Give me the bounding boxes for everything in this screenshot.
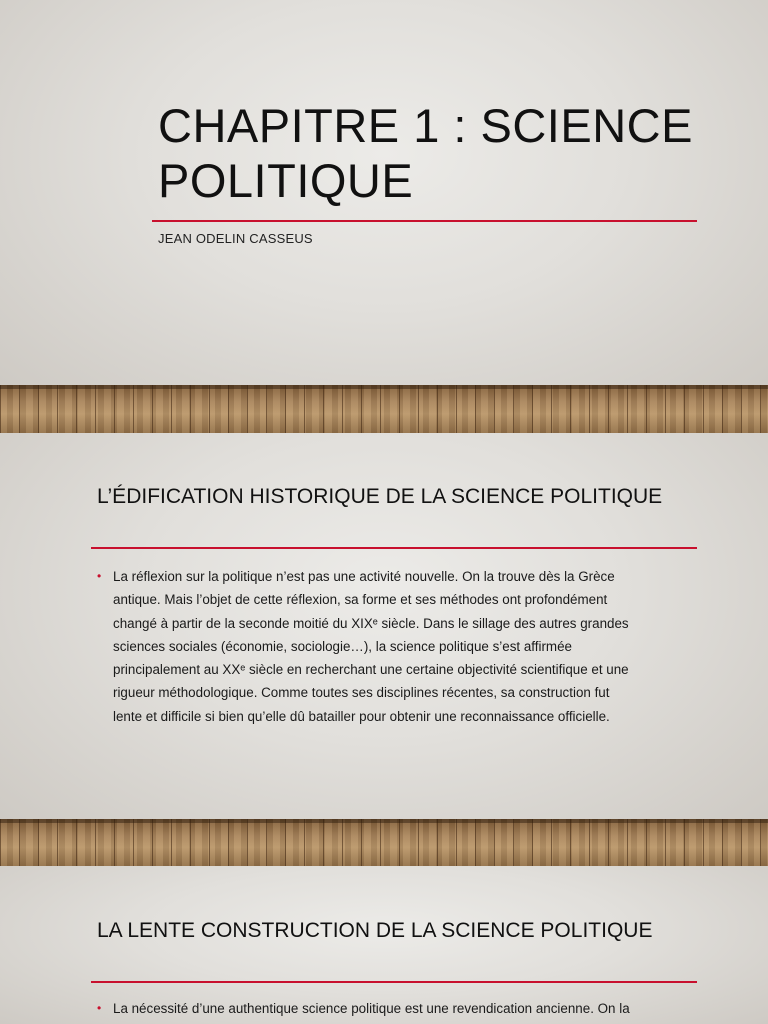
slide-subtitle: JEAN ODELIN CASSEUS <box>158 231 313 246</box>
title-slide <box>0 0 768 385</box>
slide-title <box>158 98 693 208</box>
bullet-line: principalement au XXᵉ siècle en recherchant une certaine objectivité scientifique et une <box>113 662 629 678</box>
bullet-line: sciences sociales (économie, sociologie…), la science politique s’est affirmée <box>113 638 572 654</box>
bullet-list <box>97 997 707 1020</box>
bullet-line: antique. Mais l’objet de cette réflexion, sa forme et ses méthodes ont profondément <box>113 592 608 608</box>
heading-divider <box>91 981 697 983</box>
slide-heading: L’ÉDIFICATION HISTORIQUE DE LA SCIENCE POLITIQUE <box>97 485 663 508</box>
bullet-item <box>97 997 707 1020</box>
wood-floor-divider <box>0 819 768 866</box>
content-slide <box>0 866 768 1024</box>
bullet-item <box>97 565 687 728</box>
bullet-line: rigueur méthodologique. Comme toutes ses disciplines récentes, sa construction fut <box>113 685 610 701</box>
title-divider <box>152 220 697 222</box>
bullet-list <box>97 565 687 728</box>
title-line: POLITIQUE <box>158 154 414 207</box>
heading-divider <box>91 547 697 549</box>
bullet-dot-icon: • <box>97 569 102 583</box>
slide-heading: LA LENTE CONSTRUCTION DE LA SCIENCE POLITIQUE <box>97 919 653 942</box>
bullet-line: La réflexion sur la politique n’est pas une activité nouvelle. On la trouve dès la Grèce <box>113 569 615 584</box>
bullet-dot-icon: • <box>97 1001 102 1015</box>
bullet-line: lente et difficile si bien qu’elle dû batailler pour obtenir une reconnaissance officielle. <box>113 708 610 724</box>
content-slide <box>0 433 768 819</box>
bullet-line: La nécessité d’une authentique science politique est une revendication ancienne. On la <box>113 1001 630 1016</box>
wood-floor-divider <box>0 385 768 433</box>
title-line: CHAPITRE 1 : SCIENCE <box>158 99 693 152</box>
bullet-line: changé à partir de la seconde moitié du XIXᵉ siècle. Dans le sillage des autres grandes <box>113 615 629 631</box>
